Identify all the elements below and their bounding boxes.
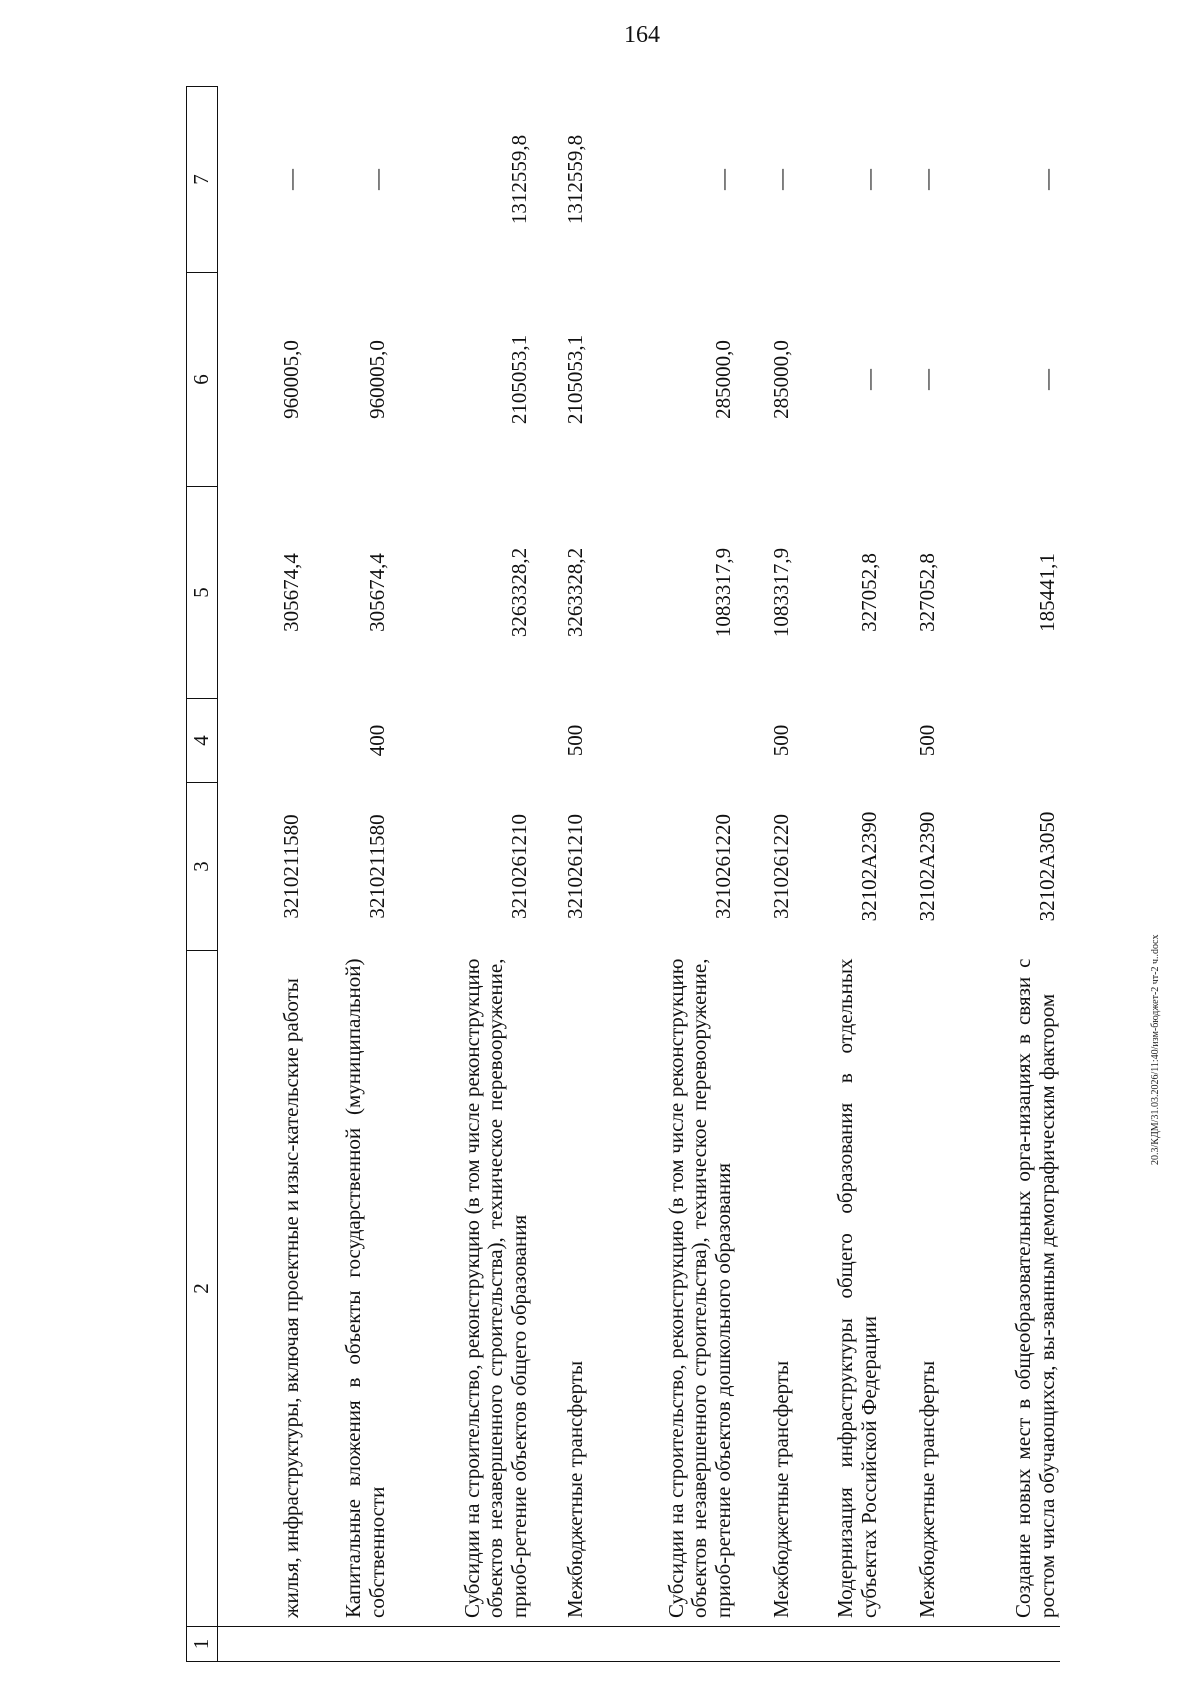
row-type [588, 699, 736, 783]
column-header-4: 4 [187, 699, 218, 783]
rotated-table-container [186, 87, 1196, 1662]
row-description: Межбюджетные трансферты [562, 1360, 587, 1618]
row-code: 32102А2390 [856, 811, 881, 922]
table-row [588, 87, 736, 1662]
column-header-3: 3 [187, 783, 218, 951]
row-index-cell [736, 1627, 794, 1662]
row-index-cell [882, 1627, 940, 1662]
row-amount-7: — [856, 169, 881, 190]
row-amount-7: — [710, 169, 735, 190]
row-description: Межбюджетные трансферты [768, 1360, 793, 1618]
row-type [794, 699, 882, 783]
row-amount-7: — [914, 169, 939, 190]
table-header-row [187, 87, 218, 1662]
table-row [532, 87, 588, 1662]
table-row [390, 87, 532, 1662]
row-description: Капитальные вложения в объекты государственной (муниципальной) собственности [341, 958, 389, 1618]
row-index-cell [218, 1627, 304, 1662]
row-amount-5: 185441,1 [1034, 553, 1059, 632]
column-header-7: 7 [187, 87, 218, 273]
table-row [882, 87, 940, 1662]
row-type: 500 [768, 724, 793, 757]
row-code: 3210261210 [506, 814, 531, 919]
row-amount-5: 1083317,9 [768, 547, 793, 638]
row-index-cell [304, 1627, 390, 1662]
row-amount-7: — [278, 169, 303, 190]
row-code: 32102А2390 [914, 811, 939, 922]
row-amount-6: — [1034, 369, 1059, 390]
row-description: Создание новых мест в общеобразовательных орга-низациях в связи с ростом числа обучающихся, вы-званным демографическим фактором [1011, 958, 1059, 1618]
row-amount-6: 285000,0 [710, 340, 735, 419]
row-description: Субсидии на строительство, реконструкцию (в том числе реконструкцию объектов незавершенного строительства), техническое перевооружение, приоб-ретение объектов дошкольного образования [663, 958, 735, 1618]
column-header-1: 1 [187, 1627, 218, 1662]
table-row [304, 87, 390, 1662]
row-description: жилья, инфраструктуры, включая проектные и изыс-кательские работы [278, 978, 303, 1618]
row-amount-7: — [1034, 169, 1059, 190]
table-row [794, 87, 882, 1662]
row-type [940, 699, 1060, 783]
row-amount-6: 2105053,1 [562, 334, 587, 425]
row-amount-7: — [768, 169, 793, 190]
row-amount-6: — [914, 369, 939, 390]
row-description: Межбюджетные трансферты [914, 1360, 939, 1618]
row-index-cell [588, 1627, 736, 1662]
row-code: 3210211580 [278, 814, 303, 919]
row-description: Модернизация инфраструктуры общего образования в отдельных субъектах Российской Федерации [833, 958, 881, 1618]
row-amount-7: 1312559,8 [506, 134, 531, 225]
row-code: 32102А3050 [1034, 811, 1059, 922]
row-amount-6: 285000,0 [768, 340, 793, 419]
row-amount-5: 3263328,2 [506, 547, 531, 638]
column-header-2: 2 [187, 951, 218, 1627]
table-row [940, 87, 1060, 1662]
column-header-5: 5 [187, 487, 218, 699]
footer-file-path: 20.3/КДМ/31.03.2026/11:40/изм-бюджет-2 чт-2 ч..docx [1150, 934, 1161, 1165]
row-amount-5: 3263328,2 [562, 547, 587, 638]
row-type: 500 [562, 724, 587, 757]
row-index-cell [940, 1627, 1060, 1662]
row-amount-5: 305674,4 [364, 553, 389, 632]
row-index-cell [794, 1627, 882, 1662]
row-type [218, 699, 304, 783]
page-number: 164 [624, 22, 660, 48]
budget-table [186, 86, 1060, 1662]
row-description: Субсидии на строительство, реконструкцию (в том числе реконструкцию объектов незавершенного строительства), техническое перевооружение, приоб-ретение объектов общего образования [459, 958, 531, 1618]
row-type: 500 [914, 724, 939, 757]
row-index-cell [390, 1627, 532, 1662]
column-header-6: 6 [187, 273, 218, 487]
row-amount-5: 305674,4 [278, 553, 303, 632]
row-amount-7: — [364, 169, 389, 190]
row-code: 3210261210 [562, 814, 587, 919]
row-code: 3210211580 [364, 814, 389, 919]
row-code: 3210261220 [768, 814, 793, 919]
row-amount-5: 327052,8 [914, 553, 939, 632]
row-amount-6: 960005,0 [278, 340, 303, 419]
row-amount-6: 2105053,1 [506, 334, 531, 425]
row-amount-5: 327052,8 [856, 553, 881, 632]
row-amount-5: 1083317,9 [710, 547, 735, 638]
row-amount-7: 1312559,8 [562, 134, 587, 225]
table-row [218, 87, 304, 1662]
row-type [390, 699, 532, 783]
row-amount-6: 960005,0 [364, 340, 389, 419]
row-index-cell [532, 1627, 588, 1662]
table-row [736, 87, 794, 1662]
row-amount-6: — [856, 369, 881, 390]
row-code: 3210261220 [710, 814, 735, 919]
row-type: 400 [364, 724, 389, 757]
